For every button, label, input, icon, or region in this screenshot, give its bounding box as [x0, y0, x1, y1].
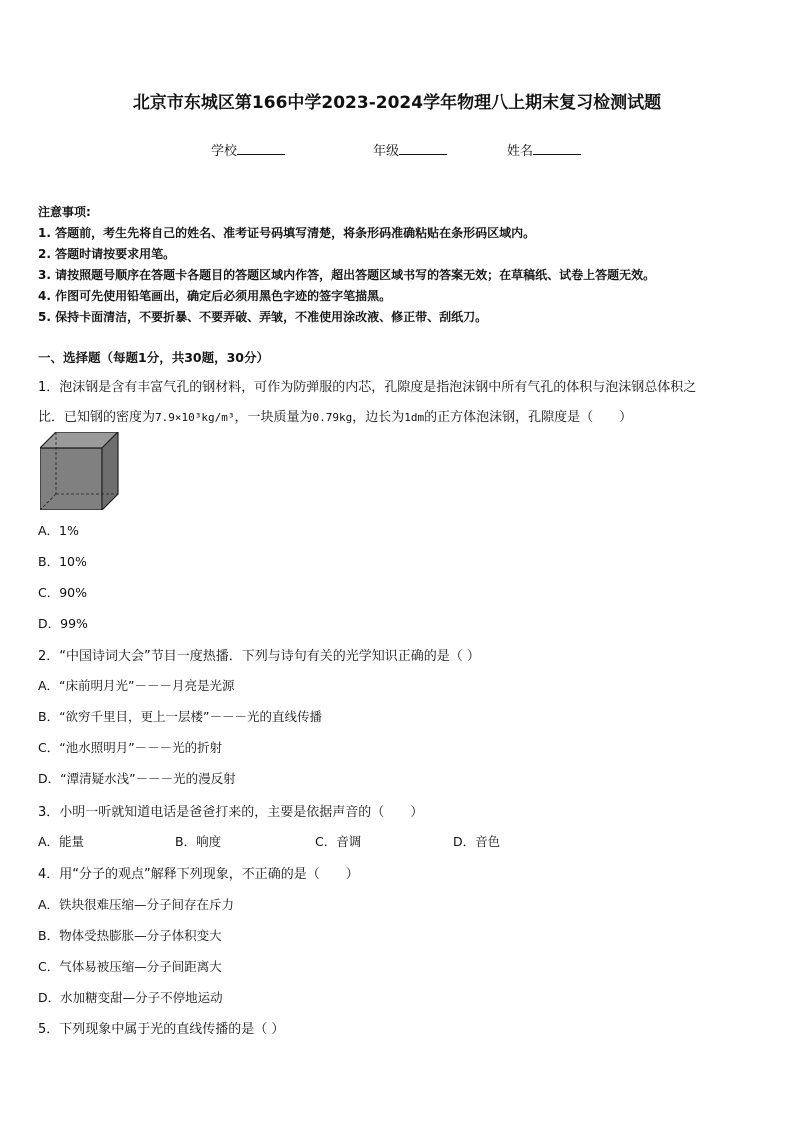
grade-blank [399, 142, 447, 155]
section-title: 一、选择题（每题1分，共30题，30分） [38, 350, 269, 365]
q3-stem: 3．小明一听就知道电话是爸爸打来的，主要是依据声音的（ ） [38, 805, 424, 820]
q4-stem: 4．用“分子的观点”解释下列现象，不正确的是（ ） [38, 867, 359, 882]
q3-option-d: D．音色 [453, 834, 501, 849]
q3-option-c: C．音调 [315, 834, 362, 849]
note-item: 5. 保持卡面清洁，不要折暴、不要弄破、弄皱，不准使用涂改液、修正带、刮纸刀。 [38, 310, 488, 324]
q2-option-d: D．“潭清疑水浅”－－－光的漫反射 [38, 771, 236, 786]
note-item: 3. 请按照题号顺序在答题卡各题目的答题区域内作答，超出答题区域书写的答案无效；在草稿纸、试卷上答题无效。 [38, 268, 656, 282]
grade-label: 年级 [373, 144, 400, 159]
q1-line2 [38, 406, 632, 425]
q1-density: 7.9×10³kg/m³ [155, 411, 235, 424]
q1-option-c: C．90% [38, 585, 88, 600]
q1-text-c: ，边长为 [352, 410, 405, 425]
q3-option-b: B．响度 [175, 834, 222, 849]
q3-option-a: A．能量 [38, 834, 85, 849]
q1-edge: 1dm [404, 411, 425, 424]
q4-option-a: A．铁块很难压缩—分子间存在斥力 [38, 897, 235, 912]
school-blank [237, 142, 285, 155]
q4-option-d: D．水加糖变甜—分子不停地运动 [38, 990, 223, 1005]
q4-option-b: B．物体受热膨胀—分子体积变大 [38, 928, 222, 943]
q1-text-a: 比．已知钢的密度为 [38, 410, 156, 425]
name-label: 姓名 [507, 144, 534, 159]
note-item: 2. 答题时请按要求用笔。 [38, 247, 176, 261]
q1-text-b: ，一块质量为 [234, 410, 313, 425]
school-field [211, 140, 285, 159]
q5-stem: 5．下列现象中属于光的直线传播的是（ ） [38, 1022, 285, 1037]
q2-option-a: A．“床前明月光”－－－月亮是光源 [38, 678, 235, 693]
note-item: 4. 作图可先使用铅笔画出，确定后必须用黑色字迹的签字笔描黑。 [38, 289, 392, 303]
note-item: 1. 答题前，考生先将自己的姓名、准考证号码填写清楚，将条形码准确粘贴在条形码区域内。 [38, 226, 536, 240]
q2-option-c: C．“池水照明月”－－－光的折射 [38, 740, 223, 755]
q1-mass: 0.79kg [312, 411, 353, 424]
q1-line1: 1．泡沫钢是含有丰富气孔的钢材料，可作为防弹服的内芯，孔隙度是指泡沫钢中所有气孔的体积与泡沫钢总体积之 [38, 380, 697, 395]
q4-option-c: C．气体易被压缩—分子间距离大 [38, 959, 222, 974]
page-title: 北京市东城区第166中学2023-2024学年物理八上期末复习检测试题 [132, 93, 662, 113]
school-label: 学校 [211, 144, 238, 159]
q1-text-d: 的正方体泡沫钢，孔隙度是（ ） [424, 410, 633, 425]
q1-option-d: D．99% [38, 616, 88, 631]
cube-diagram [40, 432, 120, 510]
cube-front-face [40, 448, 102, 510]
grade-field [373, 140, 447, 159]
name-field [507, 140, 581, 159]
q2-option-b: B．“欲穷千里目，更上一层楼”－－－光的直线传播 [38, 709, 323, 724]
q1-option-a: A．1% [38, 523, 79, 538]
q1-option-b: B．10% [38, 554, 87, 569]
notes-heading: 注意事项: [38, 205, 91, 219]
name-blank [533, 142, 581, 155]
q2-stem: 2．“中国诗词大会”节目一度热播．下列与诗句有关的光学知识正确的是（ ） [38, 649, 480, 664]
